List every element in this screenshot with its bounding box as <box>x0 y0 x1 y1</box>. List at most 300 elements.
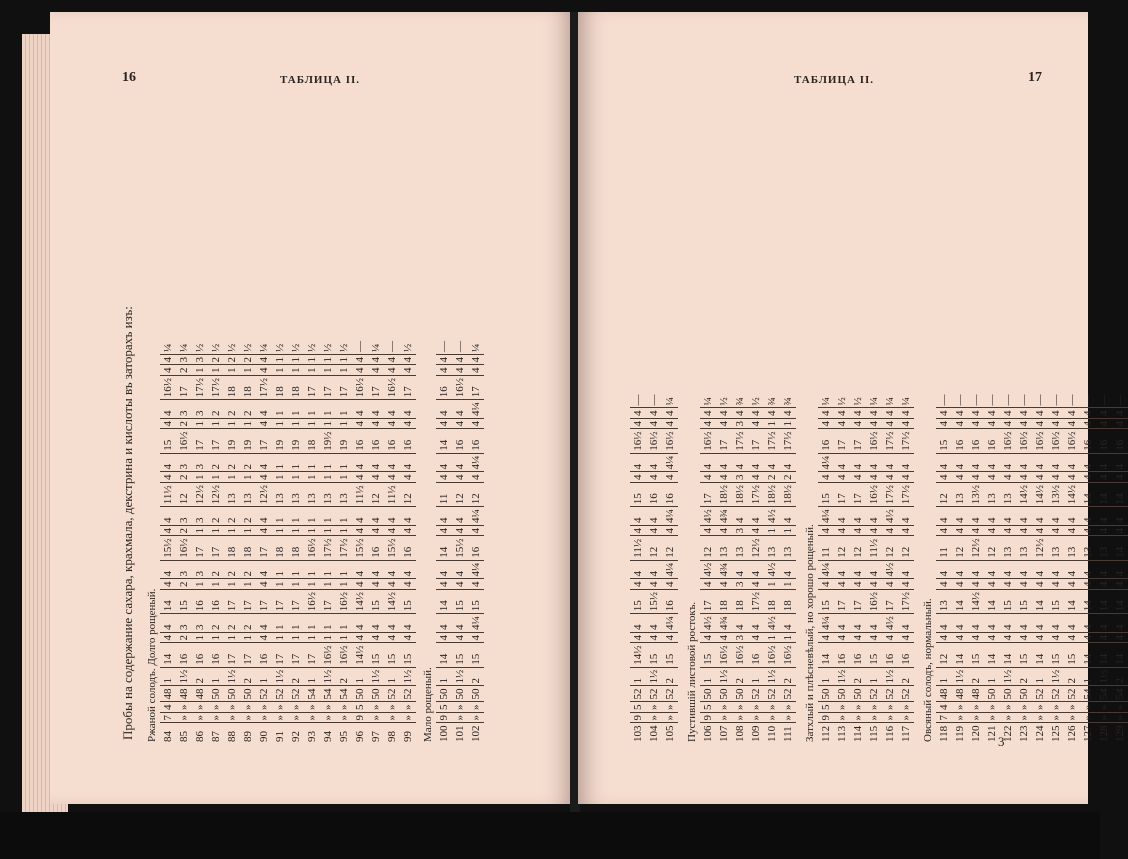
table-cell: 15½ <box>452 536 468 560</box>
table-cell: 5 <box>700 702 716 713</box>
table-cell: 1 <box>272 419 288 430</box>
table-cell: 1 <box>304 560 320 579</box>
table-title: Пробы на содержание сахара, крахмала, декстрина и кислоты въ заторахъ изъ: <box>120 306 135 740</box>
table-cell: 1 <box>224 419 240 430</box>
signature-mark: 3 <box>998 734 1005 749</box>
table-cell: 1 <box>336 419 352 430</box>
table-cell: 4 <box>1112 633 1128 644</box>
table-cell: 4 <box>368 472 384 483</box>
table-cell: 4 <box>834 560 850 579</box>
table-cell: 4 <box>780 453 796 472</box>
table-cell: 110 <box>765 725 778 742</box>
table-cell: 1 <box>208 633 224 644</box>
table-cell: » <box>336 702 352 713</box>
table-cell: 13 <box>936 590 952 614</box>
table-cell: 13 <box>764 536 780 560</box>
table-cell: 16 <box>352 429 368 453</box>
table-cell: 52 <box>630 686 646 702</box>
table-cell: 4 <box>1000 633 1016 644</box>
table-cell: 16 <box>256 643 272 667</box>
table-cell: 4 <box>834 419 850 430</box>
table-cell: 13 <box>952 483 968 507</box>
table-cell: 15 <box>630 590 646 614</box>
table-cell: 14 <box>984 590 1000 614</box>
table-cell: 11½ <box>160 483 176 507</box>
table-cell: 50 <box>850 686 866 702</box>
table-cell: 13 <box>224 483 240 507</box>
table-cell: 3 <box>176 560 192 579</box>
table-cell: 4¼ <box>468 614 484 633</box>
table-cell: 16½ <box>630 429 646 453</box>
table-cell: 4 <box>952 507 968 526</box>
table-cell: 124 <box>1033 725 1046 742</box>
right-page <box>578 12 1126 804</box>
table-cell: 50 <box>834 686 850 702</box>
table-cell: 4 <box>898 507 914 526</box>
table-cell: » <box>1096 713 1112 724</box>
table-cell: 127 <box>1081 725 1094 742</box>
table-cell: 16½ <box>662 429 678 453</box>
table-cell: 3 <box>732 472 748 483</box>
table-cell: 16½ <box>1032 429 1048 453</box>
table-cell: 15 <box>936 429 952 453</box>
table-cell: 4 <box>436 400 452 419</box>
table-cell: 1½ <box>1096 667 1112 686</box>
table-cell: 11 <box>436 483 452 507</box>
table-cell: 4 <box>984 419 1000 430</box>
table-cell: 4 <box>866 633 882 644</box>
table-cell: 1 <box>304 507 320 526</box>
table-cell: » <box>384 713 400 724</box>
table-cell: 52 <box>748 686 764 702</box>
table-cell: 4 <box>1064 614 1080 633</box>
table-cell: 9 <box>436 713 452 724</box>
table-cell: 14 <box>436 590 452 614</box>
table-cell: 4 <box>452 560 468 579</box>
table-cell: 16½ <box>866 429 882 453</box>
table-cell: 4 <box>818 472 834 483</box>
table-cell: 4 <box>898 579 914 590</box>
table-row <box>630 393 646 745</box>
table-cell: 1 <box>748 667 764 686</box>
table-cell: 13 <box>288 483 304 507</box>
table-cell: 12½ <box>748 536 764 560</box>
table-cell: 7 <box>160 713 176 724</box>
table-cell: 107 <box>717 725 730 742</box>
table-cell: 4 <box>780 614 796 633</box>
background-bottom <box>0 812 1100 859</box>
table-cell: 4 <box>716 579 732 590</box>
table-cell: 4 <box>748 408 764 419</box>
table-cell: 4 <box>818 419 834 430</box>
table-cell: 4 <box>780 560 796 579</box>
table-cell: » <box>882 713 898 724</box>
table-cell: 1½ <box>716 667 732 686</box>
table-cell: 4 <box>1064 507 1080 526</box>
table-row <box>898 393 914 745</box>
table-cell: 1 <box>272 355 288 366</box>
table-cell: 15 <box>1064 643 1080 667</box>
table-cell: 19 <box>224 429 240 453</box>
table-cell: 16½ <box>732 643 748 667</box>
table-cell: 4 <box>452 400 468 419</box>
table-cell: » <box>224 702 240 713</box>
table-cell: 2 <box>1016 667 1032 686</box>
table-cell: 14½ <box>384 590 400 614</box>
table-cell: ¼ <box>176 339 192 355</box>
table-cell: 87 <box>209 731 222 742</box>
table-cell: 4 <box>1064 453 1080 472</box>
table-cell: 2 <box>240 507 256 526</box>
table-cell: 13 <box>272 483 288 507</box>
table-cell: 4 <box>368 507 384 526</box>
table-cell: 12½ <box>208 483 224 507</box>
table-cell: ¼ <box>256 339 272 355</box>
table-cell: 4 <box>1112 419 1128 430</box>
table-cell: 16 <box>468 429 484 453</box>
table-cell: 4 <box>780 408 796 419</box>
table-cell: 4 <box>630 579 646 590</box>
table-cell: 13½ <box>968 483 984 507</box>
table-cell: 17 <box>320 376 336 400</box>
table-cell: 17 <box>850 429 866 453</box>
table-cell: 4 <box>748 526 764 537</box>
table-cell: 1 <box>984 667 1000 686</box>
table-cell: 17 <box>208 429 224 453</box>
table-cell: 15 <box>176 590 192 614</box>
table-cell: 4 <box>866 408 882 419</box>
table-cell: 4 <box>968 560 984 579</box>
table-cell: 4 <box>952 579 968 590</box>
table-cell: — <box>436 339 452 355</box>
table-cell: 4 <box>882 633 898 644</box>
table-cell: 4 <box>866 453 882 472</box>
table-cell: 3 <box>732 579 748 590</box>
table-cell: 9 <box>352 713 368 724</box>
table-cell: 4 <box>866 472 882 483</box>
table-row <box>176 339 192 744</box>
table-cell: ½ <box>240 339 256 355</box>
table-cell: 4 <box>630 633 646 644</box>
table-cell: 1 <box>288 453 304 472</box>
table-cell: 48 <box>176 686 192 702</box>
table-cell: 1 <box>336 507 352 526</box>
table-cell: 4 <box>646 472 662 483</box>
table-cell: 52 <box>288 686 304 702</box>
table-cell: 4 <box>400 355 416 366</box>
table-cell: 4 <box>1080 614 1096 633</box>
table-cell: 2 <box>1064 667 1080 686</box>
table-cell: 50 <box>984 686 1000 702</box>
table-cell: 112 <box>819 725 832 742</box>
table-cell: 17 <box>224 643 240 667</box>
table-cell: 12 <box>468 483 484 507</box>
table-cell: 17 <box>716 429 732 453</box>
table-cell: 4 <box>700 526 716 537</box>
table-cell: 4 <box>384 579 400 590</box>
table-cell: » <box>764 713 780 724</box>
table-cell: 12 <box>936 483 952 507</box>
table-cell: 13 <box>1016 536 1032 560</box>
table-cell: 1 <box>320 614 336 633</box>
table-cell: 1 <box>272 365 288 376</box>
table-cell: » <box>1032 702 1048 713</box>
table-cell: 4 <box>352 472 368 483</box>
table-cell: 50 <box>452 686 468 702</box>
table-cell: 12 <box>936 643 952 667</box>
table-cell: 4 <box>936 614 952 633</box>
table-cell: » <box>882 702 898 713</box>
table-cell: 1 <box>304 579 320 590</box>
table-cell: 16½ <box>1000 429 1016 453</box>
table-cell: 1 <box>764 579 780 590</box>
table-cell: 4 <box>1112 560 1128 579</box>
running-header-left: ТАБЛИЦА II. <box>280 74 361 86</box>
table-cell: 17 <box>256 536 272 560</box>
table-cell: 4 <box>630 408 646 419</box>
table-cell: 4 <box>1032 526 1048 537</box>
table-cell: 4 <box>1096 408 1112 419</box>
table-cell: 2 <box>764 472 780 483</box>
table-cell: ½ <box>400 339 416 355</box>
table-cell: ¼ <box>368 339 384 355</box>
table-cell: 1 <box>304 355 320 366</box>
table-cell: 125 <box>1049 725 1062 742</box>
table-cell: 1 <box>304 667 320 686</box>
table-cell: 1 <box>780 579 796 590</box>
table-cell: 4 <box>818 408 834 419</box>
table-cell: ½ <box>716 393 732 409</box>
table-cell: ½ <box>288 339 304 355</box>
table-cell: 1 <box>764 633 780 644</box>
table-cell: » <box>400 702 416 713</box>
table-cell: 4 <box>952 419 968 430</box>
table-cell: 16½ <box>336 590 352 614</box>
table-cell: 11 <box>936 536 952 560</box>
table-cell: 4 <box>1000 419 1016 430</box>
table-cell: » <box>1064 713 1080 724</box>
table-cell: 4 <box>968 419 984 430</box>
table-cell: 18 <box>288 376 304 400</box>
table-cell: 4 <box>1112 507 1128 526</box>
table-cell: 14 <box>160 643 176 667</box>
table-cell: 1 <box>192 579 208 590</box>
table-cell: 4 <box>384 355 400 366</box>
table-row <box>192 339 208 744</box>
table-cell: 4 <box>984 633 1000 644</box>
table-cell: — <box>1016 393 1032 409</box>
table-cell: 17 <box>320 590 336 614</box>
table-cell: 16½ <box>320 643 336 667</box>
table-cell: 4 <box>436 633 452 644</box>
left-page <box>50 12 572 804</box>
table-cell: 1 <box>208 667 224 686</box>
table-cell: 12 <box>834 536 850 560</box>
table-cell: 4 <box>748 633 764 644</box>
table-cell: » <box>716 713 732 724</box>
table-cell: 4 <box>452 579 468 590</box>
table-cell: 4 <box>352 419 368 430</box>
table-cell: 102 <box>469 725 482 742</box>
table-cell: 14 <box>1096 483 1112 507</box>
table-cell: » <box>780 713 796 724</box>
table-cell: 4 <box>160 614 176 633</box>
table-cell: 4 <box>1112 453 1128 472</box>
table-row <box>882 393 898 745</box>
table-cell: 4 <box>436 579 452 590</box>
table-cell: 2 <box>898 667 914 686</box>
table-cell: 94 <box>321 731 334 742</box>
table-cell: 50 <box>732 686 748 702</box>
table-cell: 17 <box>176 376 192 400</box>
table-cell: 12 <box>646 536 662 560</box>
table-cell: 4 <box>834 614 850 633</box>
table-cell: 1 <box>320 579 336 590</box>
table-cell: 1 <box>272 614 288 633</box>
table-cell: 4 <box>1064 408 1080 419</box>
table-cell: 4 <box>1096 633 1112 644</box>
table-cell: 15 <box>1048 590 1064 614</box>
table-cell: 2 <box>208 507 224 526</box>
table-cell: 15½ <box>352 536 368 560</box>
table-cell: 4½ <box>764 507 780 526</box>
page-number-right: 17 <box>1028 70 1042 85</box>
table-cell: 15 <box>818 590 834 614</box>
table-cell: 1 <box>224 365 240 376</box>
table-cell: 4 <box>850 453 866 472</box>
table-cell: 4 <box>400 560 416 579</box>
table-cell: 17 <box>272 643 288 667</box>
table-cell: 16½ <box>1048 429 1064 453</box>
table-cell: 4 <box>368 365 384 376</box>
table-row <box>436 339 452 744</box>
table-cell: 4 <box>850 507 866 526</box>
table-cell: 16 <box>952 429 968 453</box>
table-cell: 1 <box>192 419 208 430</box>
table-cell: 16½ <box>866 483 882 507</box>
table-cell: ½ <box>304 339 320 355</box>
table-cell: 16 <box>748 643 764 667</box>
table-cell: 4 <box>850 408 866 419</box>
table-cell: 4 <box>352 579 368 590</box>
table-cell: 15 <box>646 643 662 667</box>
table-cell: 52 <box>866 686 882 702</box>
table-cell: 15 <box>866 643 882 667</box>
table-cell: 52 <box>384 686 400 702</box>
group-label: Мало рощеный. <box>421 667 434 742</box>
table-cell: 4 <box>984 526 1000 537</box>
table-cell: 4 <box>732 560 748 579</box>
table-cell: 13 <box>304 483 320 507</box>
table-cell: 16½ <box>716 643 732 667</box>
table-cell: 1 <box>320 560 336 579</box>
table-cell: 95 <box>337 731 350 742</box>
table-cell: 4 <box>732 408 748 419</box>
table-cell: 1 <box>240 579 256 590</box>
table-cell: 4 <box>1032 579 1048 590</box>
table-cell: 4 <box>256 526 272 537</box>
table-row <box>1000 393 1016 745</box>
group-label-row <box>140 339 160 744</box>
table-cell: 1 <box>192 526 208 537</box>
table-cell: 1 <box>272 400 288 419</box>
table-cell: 4 <box>1016 614 1032 633</box>
table-cell: 1 <box>208 365 224 376</box>
table-cell: 14½ <box>352 643 368 667</box>
table-cell: » <box>272 713 288 724</box>
table-cell: 11½ <box>630 536 646 560</box>
table-cell: 3 <box>192 400 208 419</box>
table-cell: 54 <box>1096 686 1112 702</box>
table-cell: 1 <box>336 633 352 644</box>
table-cell: 13½ <box>1048 483 1064 507</box>
table-cell: 4 <box>716 526 732 537</box>
table-row <box>384 339 400 744</box>
table-cell: 17 <box>700 483 716 507</box>
table-cell: 1 <box>320 400 336 419</box>
table-cell: 4 <box>1016 579 1032 590</box>
table-cell: 14½ <box>1064 483 1080 507</box>
table-cell: 1 <box>320 633 336 644</box>
table-cell: 4 <box>1064 472 1080 483</box>
table-cell: 15 <box>400 643 416 667</box>
table-cell: 4 <box>952 526 968 537</box>
table-cell: 1½ <box>952 667 968 686</box>
table-cell: 4 <box>1016 560 1032 579</box>
table-cell: 4 <box>898 560 914 579</box>
table-cell: 1 <box>320 507 336 526</box>
table-cell: 17 <box>336 376 352 400</box>
table-cell: 4 <box>1000 408 1016 419</box>
table-cell: 13 <box>1000 483 1016 507</box>
table-cell: 48 <box>952 686 968 702</box>
table-cell: 4 <box>1000 453 1016 472</box>
table-cell: 4 <box>662 419 678 430</box>
table-cell: 4½ <box>882 507 898 526</box>
table-cell: 4 <box>716 408 732 419</box>
table-cell: 4¾ <box>716 614 732 633</box>
table-cell: 18 <box>288 536 304 560</box>
table-cell: » <box>384 702 400 713</box>
table-cell: 4 <box>1048 472 1064 483</box>
table-cell: » <box>898 713 914 724</box>
table-cell: ½ <box>272 339 288 355</box>
table-cell: 1 <box>336 472 352 483</box>
table-cell: 50 <box>240 686 256 702</box>
data-table-right <box>630 393 1128 745</box>
table-cell: 4 <box>452 614 468 633</box>
table-cell: 1 <box>764 419 780 430</box>
open-book <box>10 12 1126 812</box>
table-cell: 4¼ <box>818 507 834 526</box>
table-cell: 14 <box>1032 590 1048 614</box>
table-cell: 17 <box>748 429 764 453</box>
table-cell: 14 <box>952 590 968 614</box>
table-cell: » <box>952 702 968 713</box>
table-row <box>936 393 952 745</box>
table-cell: 105 <box>663 725 676 742</box>
table-cell: 4 <box>160 472 176 483</box>
table-cell: 4 <box>1032 453 1048 472</box>
table-cell: 4 <box>984 472 1000 483</box>
table-cell: » <box>320 702 336 713</box>
table-cell: 4 <box>452 355 468 366</box>
table-cell: 4 <box>898 614 914 633</box>
table-cell: 48 <box>936 686 952 702</box>
table-cell: 4 <box>436 472 452 483</box>
table-cell: 18 <box>272 376 288 400</box>
table-cell: — <box>452 339 468 355</box>
